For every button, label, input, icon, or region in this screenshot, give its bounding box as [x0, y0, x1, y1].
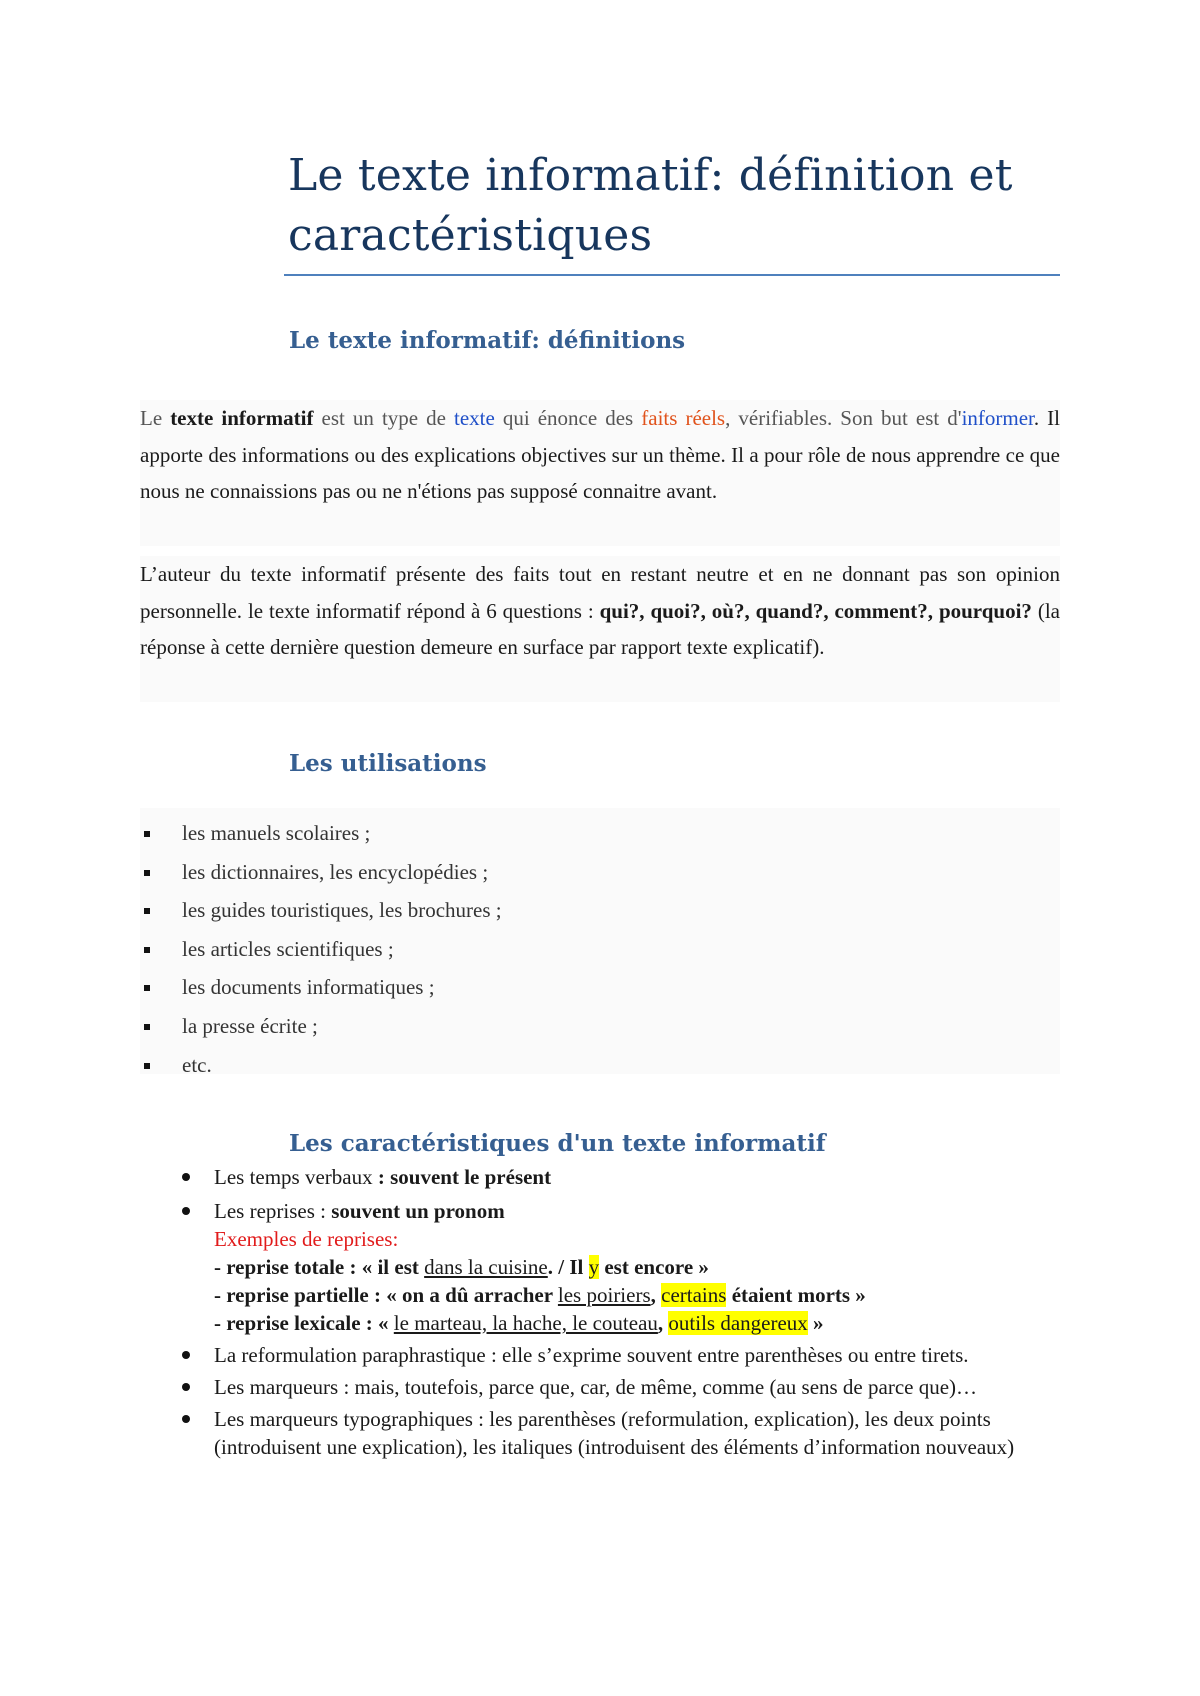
ex1-underlined: dans la cuisine	[424, 1255, 548, 1279]
example-reprise-totale	[214, 1253, 1060, 1281]
p1-text-3: qui énonce des	[494, 406, 642, 430]
title-underline	[284, 274, 1060, 276]
list-item: les dictionnaires, les encyclopédies ;	[140, 853, 1040, 892]
list-item: etc.	[140, 1046, 1040, 1085]
ex3-text-a: - reprise lexicale : «	[214, 1311, 394, 1335]
p1-orange-term: faits réels	[641, 406, 726, 430]
list-item-marqueurs-typographiques: Les marqueurs typographiques : les parenthèses (reformulation, explication), les deux points (introduisent une explication), les italiques (introduisent des éléments d’information nouveaux)	[180, 1405, 1060, 1461]
item2-value: souvent un pronom	[331, 1199, 505, 1223]
ex3-underlined: le marteau, la hache, le couteau	[393, 1311, 658, 1335]
p2-questions: qui?, quoi?, où?, quand?, comment?, pourquoi?	[599, 598, 1032, 623]
list-item: les guides touristiques, les brochures ;	[140, 891, 1040, 930]
item2-line	[214, 1197, 1060, 1225]
paragraph-definition	[140, 400, 1060, 546]
list-item: la presse écrite ;	[140, 1007, 1040, 1046]
list-item-temps-verbaux	[180, 1163, 1060, 1191]
list-item: les manuels scolaires ;	[140, 814, 1040, 853]
examples-title: Exemples de reprises:	[214, 1227, 399, 1251]
example-reprise-partielle	[214, 1281, 1060, 1309]
ex1-text-a: - reprise totale : « il est	[214, 1255, 425, 1279]
page-title: Le texte informatif: définition et caractéristiques	[288, 150, 1013, 261]
ex2-text-c: étaient morts »	[726, 1283, 866, 1307]
p2-text-2: (la réponse à cette dernière question demeure en surface par rapport texte explicatif).	[140, 598, 1060, 659]
ex3-text-c: »	[807, 1311, 824, 1335]
ex1-highlight: y	[588, 1255, 600, 1279]
paragraph-author	[140, 556, 1060, 702]
ex1-text-b: . / Il	[547, 1255, 589, 1279]
p1-text-4: , vérifiables. Son but est d'	[725, 406, 962, 430]
list-item: les articles scientifiques ;	[140, 930, 1040, 969]
ex3-text-b: ,	[657, 1311, 669, 1335]
p1-bold-term: texte informatif	[170, 406, 314, 430]
item1-label: Les temps verbaux	[214, 1165, 378, 1189]
list-item: les documents informatiques ;	[140, 968, 1040, 1007]
p1-text-2: est un type de	[313, 406, 454, 430]
p1-text-1: Le	[140, 406, 171, 430]
list-item-reformulation: La reformulation paraphrastique : elle s’exprime souvent entre parenthèses ou entre tirets.	[180, 1341, 1060, 1369]
ex2-underlined: les poiriers	[557, 1283, 651, 1307]
link-informer[interactable]: informer	[961, 406, 1034, 430]
list-item-reprises	[180, 1197, 1060, 1337]
heading-caracteristiques: Les caractéristiques d'un texte informatif	[289, 1130, 826, 1157]
ex3-highlight: outils dangereux	[668, 1311, 808, 1335]
ex1-text-c: est encore »	[599, 1255, 709, 1279]
p2-text-1: L’auteur du texte informatif présente des faits tout en restant neutre et en ne donnant pas son opinion personnelle. le texte informatif répond à 6 questions :	[140, 562, 1060, 623]
heading-utilisations: Les utilisations	[289, 750, 487, 777]
ex2-text-a: - reprise partielle : « on a dû arracher	[214, 1283, 558, 1307]
item1-value: : souvent le présent	[377, 1165, 552, 1189]
caracteristiques-list	[180, 1163, 1060, 1465]
utilisations-list	[140, 814, 1040, 1084]
example-reprise-lexicale	[214, 1309, 1060, 1337]
ex2-text-b: ,	[650, 1283, 662, 1307]
p1-text-5: . Il apporte des informations ou des explications objectives sur un thème. Il a pour rôle de nous apprendre ce que nous ne connaissions pas ou ne n'étions pas supposé connaitre avant.	[140, 406, 1060, 503]
ex2-highlight: certains	[661, 1283, 727, 1307]
heading-definitions: Le texte informatif: définitions	[289, 327, 686, 354]
item2-label: Les reprises :	[214, 1199, 332, 1223]
link-texte[interactable]: texte	[454, 406, 495, 430]
list-item-marqueurs: Les marqueurs : mais, toutefois, parce que, car, de même, comme (au sens de parce que)…	[180, 1373, 1060, 1401]
